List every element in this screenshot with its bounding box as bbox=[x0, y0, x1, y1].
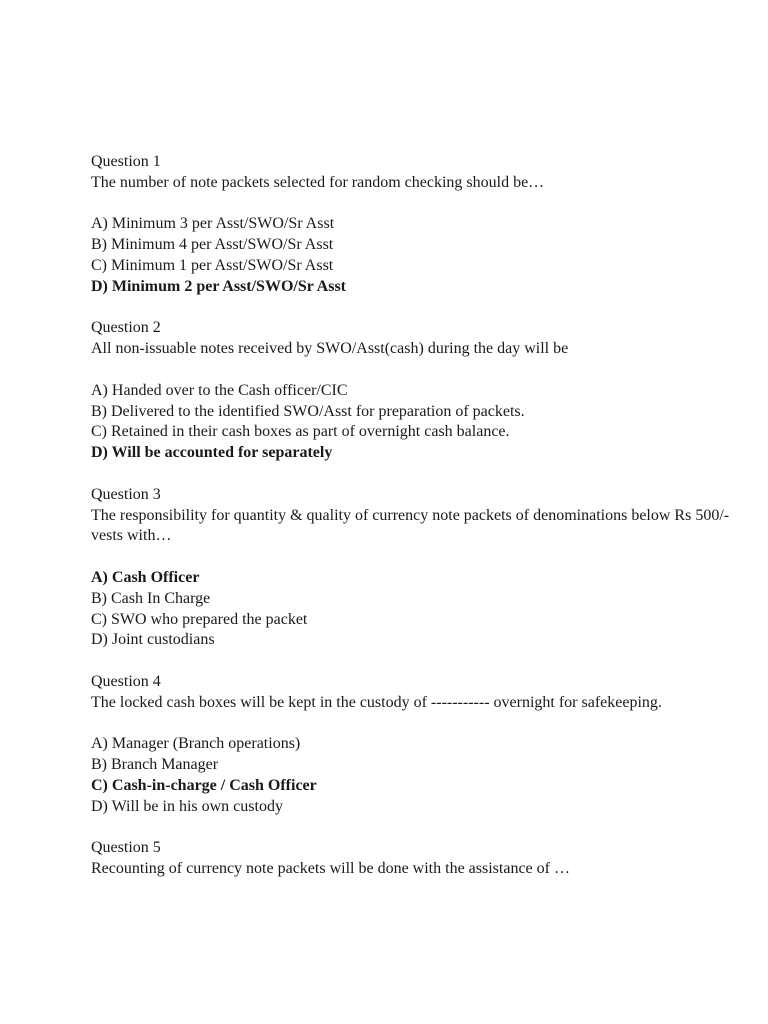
option-d-correct: D) Will be accounted for separately bbox=[91, 444, 333, 462]
option-c: C) Retained in their cash boxes as part of overnight cash balance. bbox=[91, 423, 510, 441]
option-c: C) SWO who prepared the packet bbox=[91, 610, 308, 628]
question-4 bbox=[91, 672, 731, 818]
option-d: D) Joint custodians bbox=[91, 631, 215, 649]
question-heading: Question 2 bbox=[91, 319, 161, 337]
option-a-correct: A) Cash Officer bbox=[91, 568, 200, 586]
question-text: Recounting of currency note packets will be done with the assistance of … bbox=[91, 860, 570, 878]
question-heading: Question 3 bbox=[91, 485, 161, 503]
question-3 bbox=[91, 485, 731, 651]
question-heading: Question 1 bbox=[91, 153, 161, 170]
option-d-correct: D) Minimum 2 per Asst/SWO/Sr Asst bbox=[91, 277, 346, 295]
option-c-correct: C) Cash-in-charge / Cash Officer bbox=[91, 776, 317, 794]
question-5 bbox=[91, 838, 731, 880]
question-heading: Question 4 bbox=[91, 672, 161, 690]
question-text: The number of note packets selected for random checking should be… bbox=[91, 173, 545, 191]
option-a: A) Handed over to the Cash officer/CIC bbox=[91, 381, 348, 399]
question-2 bbox=[91, 318, 731, 464]
question-text: The responsibility for quantity & quality of currency note packets of denominations below Rs 500/- vests with… bbox=[91, 506, 730, 545]
option-a: A) Manager (Branch operations) bbox=[91, 735, 301, 753]
option-b: B) Cash In Charge bbox=[91, 589, 211, 607]
document-page bbox=[91, 152, 731, 901]
question-text: The locked cash boxes will be kept in the custody of ----------- overnight for safekeeping. bbox=[91, 693, 662, 711]
question-text: All non-issuable notes received by SWO/Asst(cash) during the day will be bbox=[91, 340, 569, 358]
option-d: D) Will be in his own custody bbox=[91, 797, 283, 815]
option-b: B) Delivered to the identified SWO/Asst for preparation of packets. bbox=[91, 402, 525, 420]
question-1 bbox=[91, 152, 731, 298]
option-b: B) Branch Manager bbox=[91, 756, 219, 774]
option-c: C) Minimum 1 per Asst/SWO/Sr Asst bbox=[91, 256, 334, 274]
option-b: B) Minimum 4 per Asst/SWO/Sr Asst bbox=[91, 236, 334, 254]
option-a: A) Minimum 3 per Asst/SWO/Sr Asst bbox=[91, 215, 335, 233]
question-heading: Question 5 bbox=[91, 839, 161, 857]
